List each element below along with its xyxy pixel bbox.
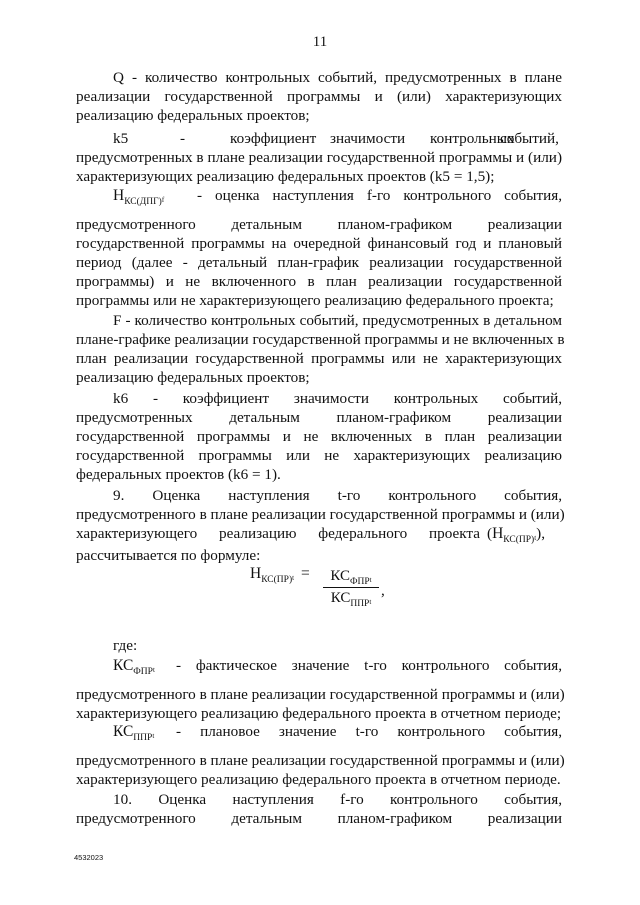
text-line: характеризующего реализацию федерального проекта в отчетном периоде;	[76, 705, 562, 722]
symbol-kc-ppr: $КС_{ППР}t$	[113, 723, 155, 743]
text-line: 10. Оценка наступления f-го контрольного события,	[113, 791, 562, 808]
text-line: государственной программы на очередной финансовый год и плановый	[76, 235, 562, 252]
text-line: плане-графике реализации государственной программы и не включенных в	[76, 331, 565, 348]
symbol-kc-fpr: $КС_{ФПР}t$	[113, 657, 155, 677]
text-line: предусмотренного в плане реализации государственной программы и (или)	[76, 686, 565, 703]
text-line: значимости	[330, 130, 406, 147]
text-line: - плановое значение t-го контрольного события,	[176, 723, 562, 740]
text-line: программы или не характеризующего реализацию федерального проекта;	[76, 292, 554, 309]
symbol-h-kc-pr: $(Н_{КС(ПР)}t)$,	[487, 525, 545, 545]
formula-fraction	[323, 568, 379, 607]
text-line: коэффициент	[230, 130, 317, 147]
text-line: предусмотренного детальным планом-графиком реализации	[76, 810, 562, 827]
text-line: F - количество контрольных событий, предусмотренных в детальном	[113, 312, 562, 329]
formula-lhs: $Н_{КС(ПР)}t$ =	[250, 565, 310, 585]
text-line: где:	[113, 637, 138, 654]
text-line: 9. Оценка наступления t-го контрольного события,	[113, 487, 562, 504]
text-line: характеризующего реализацию федерального проекта	[76, 525, 480, 542]
text-line: характеризующего реализацию федерального проекта в отчетном периоде.	[76, 771, 561, 788]
text-line: предусмотренного в плане реализации государственной программы и (или)	[76, 506, 565, 523]
symbol-h-kc-dpg: $Н_{КС(ДПГ)}f$	[113, 187, 165, 207]
text-line: k5	[113, 130, 129, 147]
formula-numerator: $КС_{ФПР}t$	[330, 568, 372, 587]
text-line: реализацию федеральных проектов;	[76, 369, 310, 386]
text-line: -	[180, 130, 186, 147]
text-line: контрольных	[430, 130, 515, 147]
text-line: план реализации государственной программы или не характеризующих	[76, 350, 562, 367]
text-line: - фактическое значение t-го контрольного события,	[176, 657, 562, 674]
text-line: предусмотренных детальным планом-графиком реализации	[76, 409, 562, 426]
text-line: государственной программы или не характеризующих реализацию	[76, 447, 562, 464]
text-line: предусмотренного в плане реализации государственной программы и (или)	[76, 752, 565, 769]
formula-denominator: $КС_{ППР}t$	[330, 590, 372, 609]
text-line: реализации государственной программы и (или) характеризующих	[76, 88, 562, 105]
formula-comma: ,	[381, 582, 385, 599]
text-line: федеральных проектов (k6 = 1).	[76, 466, 281, 483]
text-line: государственной программы и не включенных в план реализации	[76, 428, 562, 445]
text-line: Q - количество контрольных событий, предусмотренных в плане	[113, 69, 562, 86]
text-line: реализацию федеральных проектов;	[76, 107, 310, 124]
page-number: 11	[312, 34, 328, 50]
text-line: характеризующих реализацию федеральных проектов (k5 = 1,5);	[76, 168, 495, 185]
text-line: k6 - коэффициент значимости контрольных событий,	[113, 390, 562, 407]
document-code: 4532023	[74, 853, 104, 862]
text-line: рассчитывается по формуле:	[76, 547, 261, 564]
text-line: событий,	[500, 130, 559, 147]
text-line: - оценка наступления f-го контрольного события,	[197, 187, 562, 204]
text-line: период (далее - детальный план-график реализации государственной	[76, 254, 562, 271]
text-line: программы) и не включенного в план реализации государственной	[76, 273, 562, 290]
text-line: предусмотренного детальным планом-графиком реализации	[76, 216, 562, 233]
text-line: предусмотренных в плане реализации государственной программы и (или)	[76, 149, 562, 166]
